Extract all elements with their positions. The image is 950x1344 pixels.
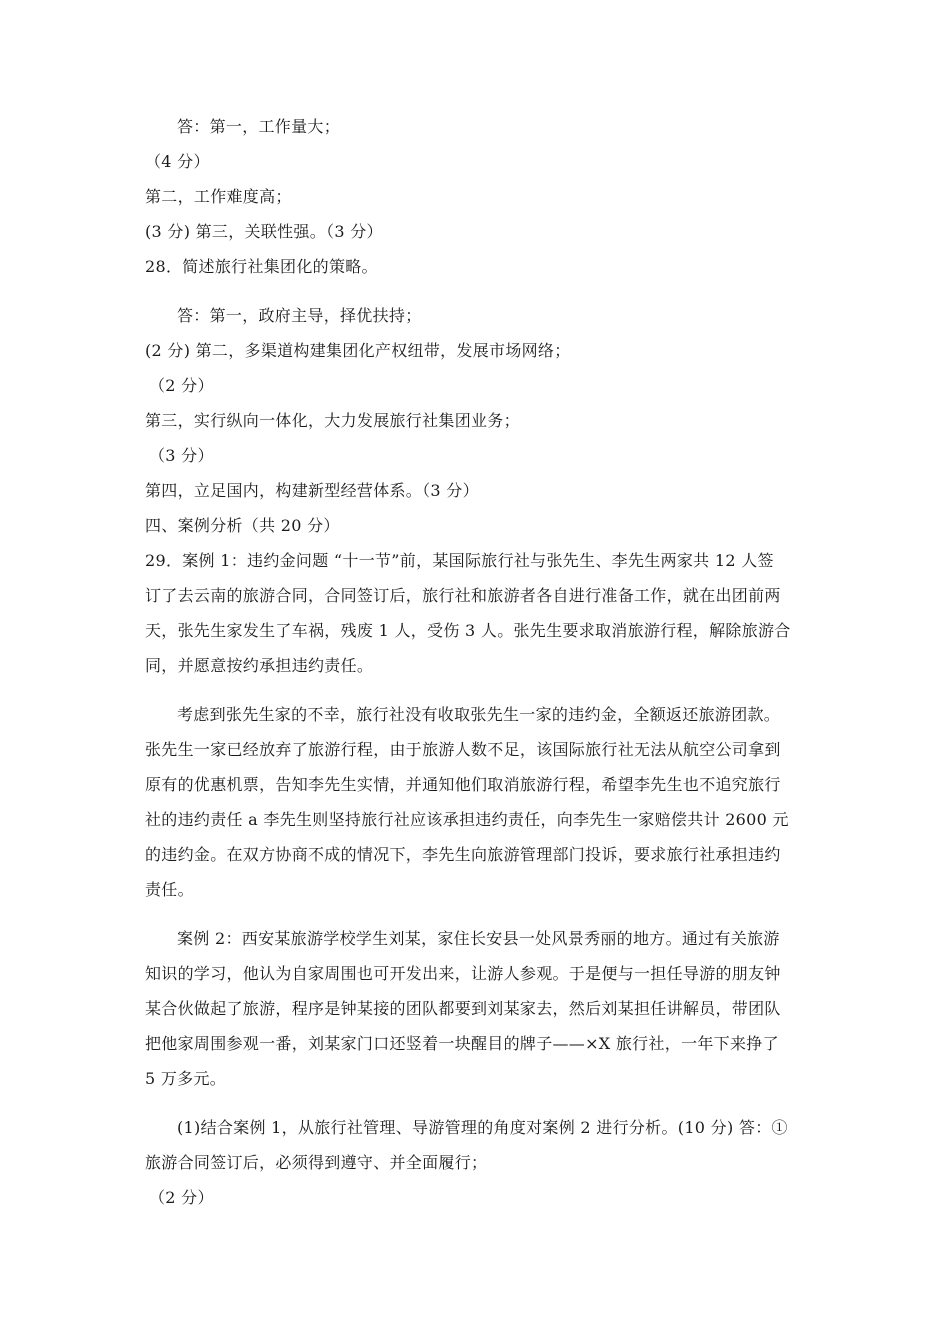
answer-28-point-4: 第四，立足国内，构建新型经营体系。（3 分） bbox=[145, 481, 479, 500]
case-1-text: 同，并愿意按约承担违约责任。 bbox=[145, 656, 374, 675]
case-1-text: 29．案例 1：违约金问题 “十一节”前，某国际旅行社与张先生、李先生两家共 12 人签 bbox=[145, 551, 774, 570]
score-note: （2 分） bbox=[149, 376, 214, 395]
answer-28-point-1: 答：第一，政府主导，择优扶持； bbox=[177, 306, 422, 325]
question-29-1: (1)结合案例 1，从旅行社管理、导游管理的角度对案例 2 进行分析。(10 分) 答：① bbox=[177, 1118, 788, 1137]
case-2-text: 某合伙做起了旅游，程序是钟某接的团队都要到刘某家去，然后刘某担任讲解员，带团队 bbox=[145, 999, 781, 1018]
answer-27-point-2: 第二，工作难度高； bbox=[145, 187, 292, 206]
case-1-continued: 责任。 bbox=[145, 880, 194, 899]
answer-27-point-3: (3 分) 第三，关联性强。（3 分） bbox=[145, 222, 383, 241]
score-note: （2 分） bbox=[149, 1188, 214, 1207]
case-2-text: 把他家周围参观一番，刘某家门口还竖着一块醒目的牌子——×X 旅行社，一年下来挣了 bbox=[145, 1034, 779, 1053]
score-note: （4 分） bbox=[145, 152, 210, 171]
case-1-continued: 原有的优惠机票，告知李先生实情，并通知他们取消旅游行程，希望李先生也不追究旅行 bbox=[145, 775, 781, 794]
answer-27-point-1: 答：第一，工作量大； bbox=[177, 117, 341, 136]
question-28: 28．简述旅行社集团化的策略。 bbox=[145, 257, 378, 276]
case-2-text: 知识的学习，他认为自家周围也可开发出来，让游人参观。于是便与一担任导游的朋友钟 bbox=[145, 964, 781, 983]
case-2-text: 5 万多元。 bbox=[145, 1069, 227, 1088]
case-1-text: 订了去云南的旅游合同，合同签订后，旅行社和旅游者各自进行准备工作，就在出团前两 bbox=[145, 586, 781, 605]
score-note: （3 分） bbox=[149, 446, 214, 465]
case-1-continued: 的违约金。在双方协商不成的情况下，李先生向旅游管理部门投诉，要求旅行社承担违约 bbox=[145, 845, 781, 864]
case-1-continued: 张先生一家已经放弃了旅游行程，由于旅游人数不足，该国际旅行社无法从航空公司拿到 bbox=[145, 740, 781, 759]
section-heading: 四、案例分析（共 20 分） bbox=[145, 516, 340, 535]
case-1-continued: 社的违约责任 a 李先生则坚持旅行社应该承担违约责任，向李先生一家赔偿共计 2600 元 bbox=[145, 810, 789, 829]
case-1-continued: 考虑到张先生家的不幸，旅行社没有收取张先生一家的违约金，全额返还旅游团款。 bbox=[177, 705, 781, 724]
answer-28-point-2: (2 分) 第二，多渠道构建集团化产权纽带，发展市场网络； bbox=[145, 341, 571, 360]
answer-29-1: 旅游合同签订后，必须得到遵守、并全面履行； bbox=[145, 1153, 488, 1172]
case-1-text: 天，张先生家发生了车祸，残废 1 人，受伤 3 人。张先生要求取消旅游行程，解除旅游合 bbox=[145, 621, 791, 640]
answer-28-point-3: 第三，实行纵向一体化，大力发展旅行社集团业务； bbox=[145, 411, 520, 430]
case-2-text: 案例 2：西安某旅游学校学生刘某，家住长安县一处风景秀丽的地方。通过有关旅游 bbox=[177, 929, 780, 948]
